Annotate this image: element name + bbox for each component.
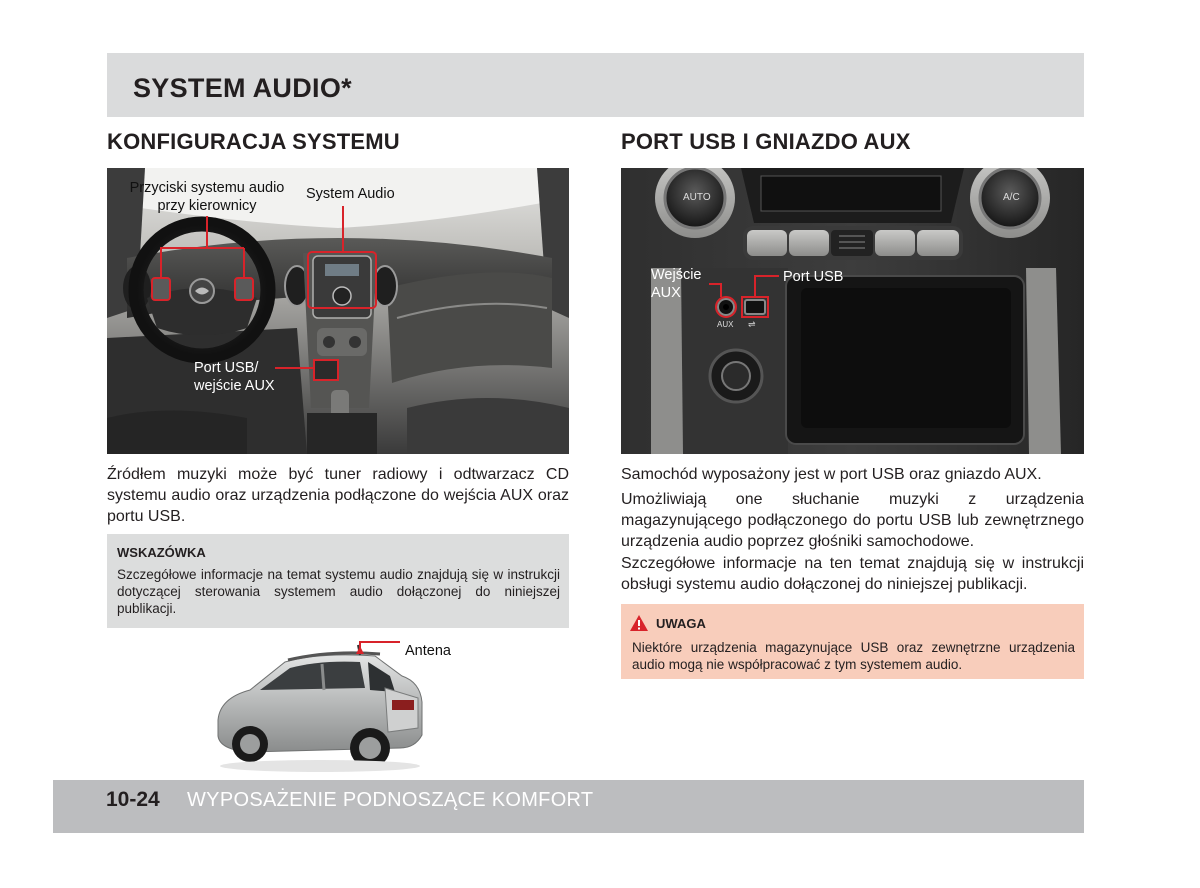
label-antenna: Antena	[405, 643, 451, 659]
page-number: 10-24	[106, 788, 160, 811]
label-steering-buttons-line1: Przyciski systemu audio	[129, 180, 285, 196]
note-box	[107, 534, 569, 628]
section-title-usb-aux: PORT USB I GNIAZDO AUX	[621, 129, 911, 154]
jack-label-aux: AUX	[717, 320, 734, 329]
page-title: SYSTEM AUDIO*	[133, 73, 352, 103]
label-steering-buttons-line2: przy kierownicy	[157, 198, 257, 214]
note-text: Szczegółowe informacje na temat systemu audio znajdują się w instrukcji dotyczącej sterowania systemem audio dołączonej do niniejszej publikacji.	[117, 567, 560, 616]
right-paragraph-1: Samochód wyposażony jest w port USB oraz gniazdo AUX.	[621, 466, 1042, 483]
console-photo	[621, 168, 1084, 454]
usb-icon: ⇌	[748, 319, 756, 329]
knob-label-ac: A/C	[1003, 192, 1020, 203]
label-aux-line2: AUX	[651, 285, 681, 301]
label-steering-buttons	[127, 179, 287, 215]
warning-title: UWAGA	[656, 615, 706, 631]
label-system-audio: System Audio	[306, 186, 395, 202]
label-port-line2: wejście AUX	[194, 378, 275, 394]
car-illustration	[210, 640, 435, 775]
label-aux-input	[651, 266, 702, 302]
warning-text: Niektóre urządzenia magazynujące USB oraz zewnętrzne urządzenia audio mogą nie współpracować z tym systemem audio.	[632, 640, 1075, 672]
warning-triangle-icon	[629, 614, 649, 632]
knob-label-auto: AUTO	[683, 192, 711, 203]
section-title-configuration: KONFIGURACJA SYSTEMU	[107, 129, 400, 154]
footer-bar	[53, 780, 1084, 833]
right-paragraph-2: Umożliwiają one słuchanie muzyki z urządzenia magazynującego podłączonego do portu USB lub zewnętrznego urządzenia audio poprzez głośniki samochodowe.	[621, 491, 1084, 550]
left-paragraph: Źródłem muzyki może być tuner radiowy i odtwarzacz CD systemu audio oraz urządzenia podłączone do wejścia AUX oraz portu USB.	[107, 466, 569, 525]
label-usb-aux-port	[194, 359, 275, 395]
chapter-title: WYPOSAŻENIE PODNOSZĄCE KOMFORT	[187, 789, 594, 811]
dashboard-photo	[107, 168, 569, 454]
label-port-line1: Port USB/	[194, 360, 259, 376]
right-paragraph-3: Szczegółowe informacje na ten temat znajdują się w instrukcji obsługi systemu audio dołączonej do niniejszej publikacji.	[621, 555, 1084, 593]
warning-box	[621, 604, 1084, 679]
warning-header	[629, 613, 706, 633]
label-usb-port: Port USB	[783, 269, 844, 285]
header-bar	[107, 53, 1084, 117]
note-title: WSKAZÓWKA	[117, 545, 206, 560]
label-aux-line1: Wejście	[651, 267, 702, 283]
